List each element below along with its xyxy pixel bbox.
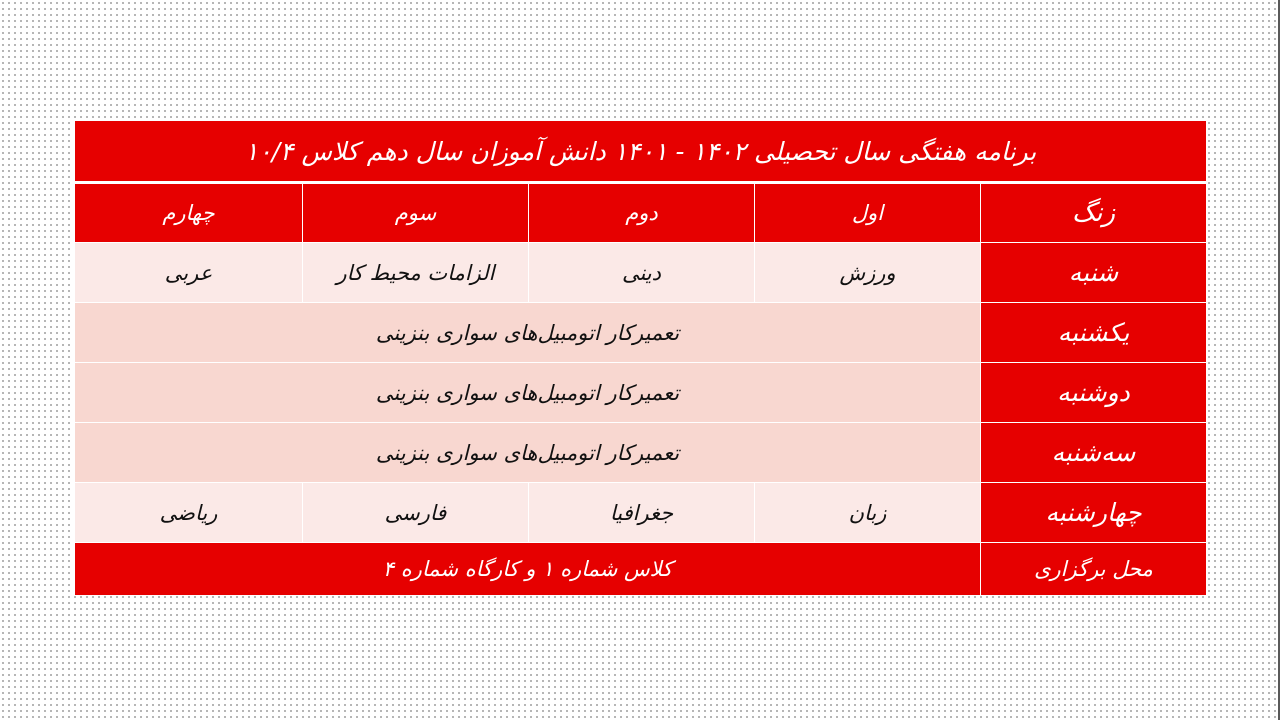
day-label: چهارشنبه: [981, 483, 1207, 543]
day-label: دوشنبه: [981, 363, 1207, 423]
row-venue: [75, 543, 1207, 596]
row-wednesday: [75, 483, 1207, 543]
row-saturday: [75, 243, 1207, 303]
cell-wednesday-1: زبان: [755, 483, 981, 543]
row-sunday: [75, 303, 1207, 363]
row-monday: [75, 363, 1207, 423]
period-3-header: سوم: [303, 183, 529, 243]
cell-saturday-3: الزامات محیط کار: [303, 243, 529, 303]
row-tuesday: [75, 423, 1207, 483]
cell-monday-merged: تعمیرکار اتومبیل‌های سواری بنزینی: [75, 363, 981, 423]
cell-wednesday-3: فارسی: [303, 483, 529, 543]
bell-header: زنگ: [981, 183, 1207, 243]
period-2-header: دوم: [529, 183, 755, 243]
cell-saturday-1: ورزش: [755, 243, 981, 303]
period-4-header: چهارم: [75, 183, 303, 243]
schedule-title: برنامه هفتگی سال تحصیلی ۱۴۰۲ - ۱۴۰۱ دانش آموزان سال دهم کلاس ۱۰/۴: [75, 121, 1207, 183]
cell-saturday-2: دینی: [529, 243, 755, 303]
cell-wednesday-4: ریاضی: [75, 483, 303, 543]
cell-tuesday-merged: تعمیرکار اتومبیل‌های سواری بنزینی: [75, 423, 981, 483]
weekly-schedule-table: [74, 120, 1207, 596]
cell-sunday-merged: تعمیرکار اتومبیل‌های سواری بنزینی: [75, 303, 981, 363]
day-label: سه‌شنبه: [981, 423, 1207, 483]
venue-value: کلاس شماره ۱ و کارگاه شماره ۴: [75, 543, 981, 596]
venue-label: محل برگزاری: [981, 543, 1207, 596]
cell-saturday-4: عربی: [75, 243, 303, 303]
period-1-header: اول: [755, 183, 981, 243]
header-row: [75, 183, 1207, 243]
day-label: یکشنبه: [981, 303, 1207, 363]
day-label: شنبه: [981, 243, 1207, 303]
cell-wednesday-2: جغرافیا: [529, 483, 755, 543]
